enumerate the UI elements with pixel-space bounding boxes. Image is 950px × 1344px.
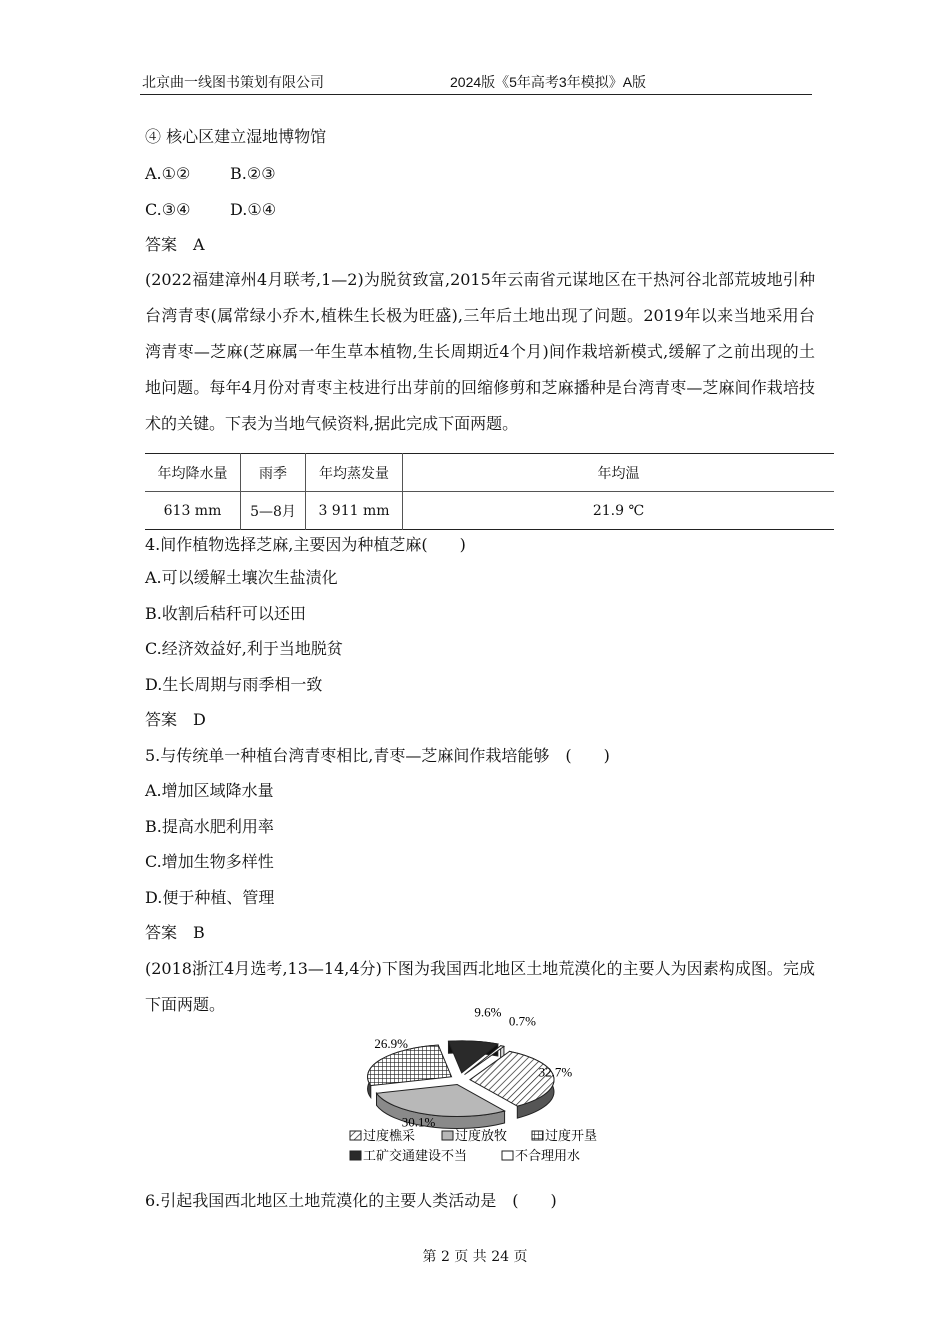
- table-cell: 613 mm: [145, 492, 241, 530]
- climate-table: [145, 453, 834, 530]
- q6-stem: 6.引起我国西北地区土地荒漠化的主要人类活动是 ( ): [145, 1191, 557, 1210]
- table-cell: 3 911 mm: [306, 492, 403, 530]
- material-intro-1: (2022福建漳州4月联考,1—2)为脱贫致富,2015年云南省元谋地区在干热河谷北部荒坡地引种台湾青枣(属常绿小乔木,植株生长极为旺盛),三年后土地出现了问题。2019年以来当地采用台湾青枣—芝麻(芝麻属一年生草本植物,生长周期近4个月)间作栽培新模式,缓解了之前出现的土地问题。每年4月份对青枣主枝进行出芽前的回缩修剪和芝麻播种是台湾青枣—芝麻间作栽培技术的关键。下表为当地气候资料,据此完成下面两题。: [145, 270, 815, 433]
- pie-value-label: 26.9%: [374, 1036, 408, 1052]
- page-footer: 第 2 页 共 24 页: [422, 1249, 528, 1265]
- table-row: [145, 492, 834, 530]
- q3-options-row-1: [145, 163, 276, 185]
- table-header-cell: 年均降水量: [145, 454, 241, 492]
- q4-option-b: B.收割后秸秆可以还田: [145, 604, 306, 623]
- table-header-cell: 雨季: [241, 454, 306, 492]
- table-header-cell: 年均温: [403, 454, 835, 492]
- legend-swatch: [532, 1131, 543, 1140]
- book-title: 2024版《5年高考3年模拟》A版: [450, 74, 647, 90]
- legend-label: 过度樵采: [363, 1129, 416, 1144]
- table-header-row: [145, 454, 834, 492]
- pie-value-label: 9.6%: [474, 1004, 502, 1020]
- material-intro-2: (2018浙江4月选考,13—14,4分)下图为我国西北地区土地荒漠化的主要人为因素构成图。完成下面两题。: [145, 959, 815, 1014]
- q4-option-c: C.经济效益好,利于当地脱贫: [145, 639, 343, 658]
- legend-label: 过度放牧: [455, 1129, 508, 1144]
- pie-slice-2: [368, 1045, 452, 1085]
- pie-value-label: 32.7%: [538, 1064, 573, 1080]
- q3-answer: 答案 A: [145, 235, 205, 254]
- table-cell: 5—8月: [241, 492, 306, 530]
- q5-stem: 5.与传统单一种植台湾青枣相比,青枣—芝麻间作栽培能够 ( ): [145, 746, 610, 765]
- q3-option-a: A.①②: [145, 164, 191, 183]
- pie-value-label: 30.1%: [401, 1114, 436, 1130]
- table-header-cell: 年均蒸发量: [306, 454, 403, 492]
- legend-swatch: [350, 1151, 361, 1160]
- legend-label: 工矿交通建设不当: [363, 1149, 468, 1164]
- page-header: [140, 72, 812, 95]
- q5-option-d: D.便于种植、管理: [145, 888, 275, 907]
- q5-answer: 答案 B: [145, 923, 205, 942]
- legend-swatch: [502, 1151, 513, 1160]
- legend-swatch: [350, 1131, 361, 1140]
- publisher-name: 北京曲一线图书策划有限公司: [142, 74, 324, 90]
- q4-option-d: D.生长周期与雨季相一致: [145, 675, 323, 694]
- q3-option-d: D.①④: [230, 200, 277, 219]
- q3-item-4: ④ 核心区建立湿地博物馆: [145, 127, 327, 146]
- q5-option-b: B.提高水肥利用率: [145, 817, 274, 836]
- q5-option-c: C.增加生物多样性: [145, 852, 274, 871]
- q3-option-c: C.③④: [145, 200, 191, 219]
- legend-label: 过度开垦: [545, 1129, 598, 1144]
- q4-option-a: A.可以缓解土壤次生盐渍化: [145, 568, 338, 587]
- legend-swatch: [442, 1131, 453, 1140]
- q3-options-row-2: [145, 199, 277, 221]
- q4-answer: 答案 D: [145, 710, 206, 729]
- q5-option-a: A.增加区域降水量: [145, 781, 274, 800]
- table-cell: 21.9 ℃: [403, 492, 835, 530]
- q4-stem: 4.间作植物选择芝麻,主要因为种植芝麻( ): [145, 535, 466, 554]
- pie-value-label: 0.7%: [508, 1013, 536, 1029]
- desertification-pie-chart: [330, 1004, 620, 1172]
- legend-label: 不合理用水: [515, 1149, 581, 1164]
- q3-option-b: B.②③: [230, 164, 276, 183]
